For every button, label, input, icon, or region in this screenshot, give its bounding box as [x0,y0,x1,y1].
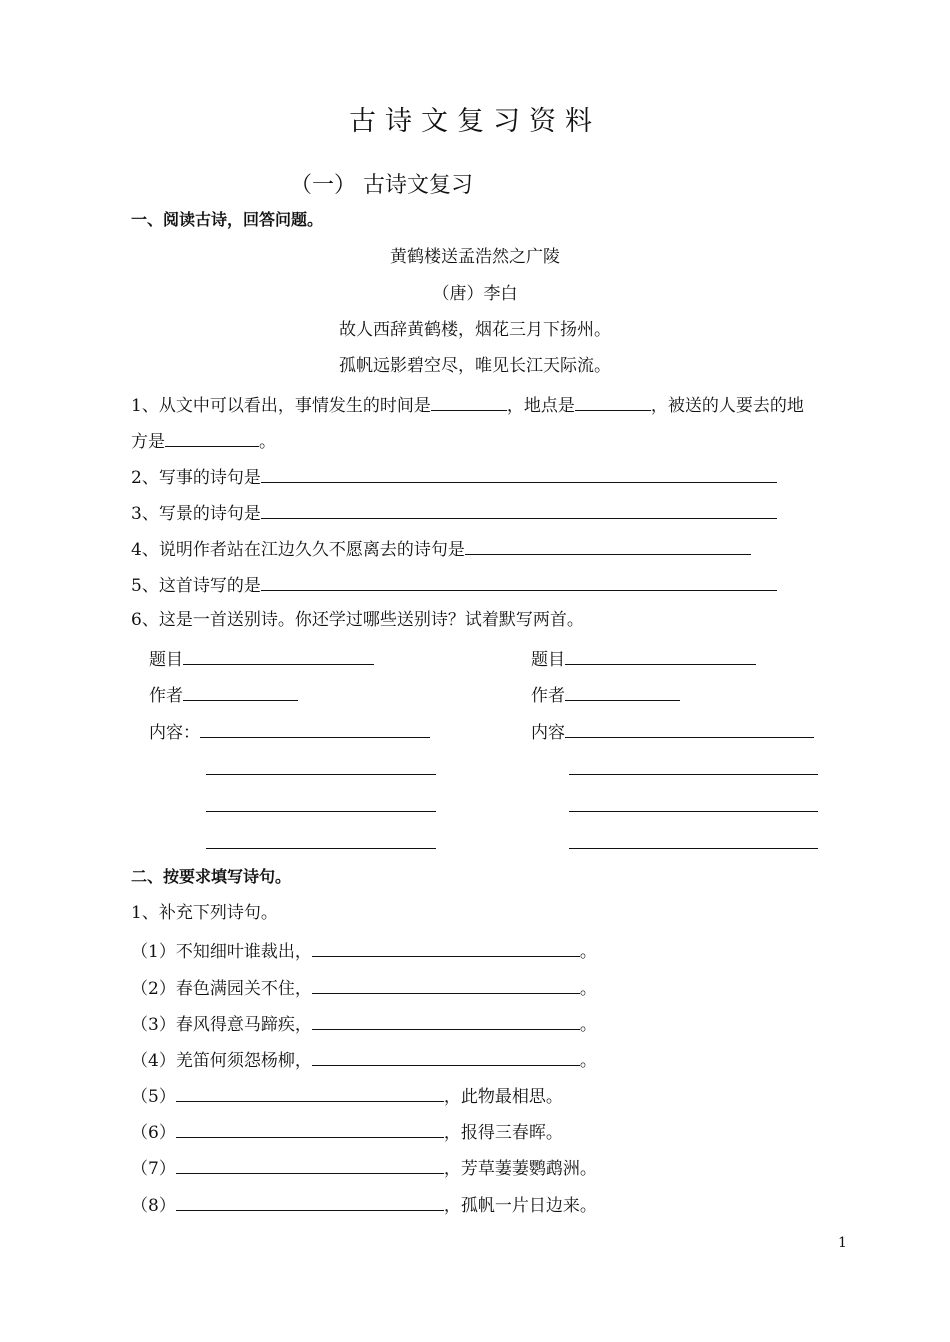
fill-item-5-num: （5） [131,1087,176,1107]
left-title-blank[interactable] [183,649,374,665]
left-content-blank-2[interactable] [206,774,436,775]
fill-item-6-num: （6） [131,1123,176,1143]
fill-item-7-blank[interactable] [176,1158,444,1174]
right-title-blank[interactable] [565,649,756,665]
fill-item-2-num: （2） [131,979,176,999]
fill-item-8 [131,1195,597,1215]
q4-text: 4、说明作者站在江边久久不愿离去的诗句是 [131,540,465,560]
fill-item-5 [131,1086,563,1106]
q5-text: 5、这首诗写的是 [131,576,261,596]
part2-subheading: 1、补充下列诗句。 [131,903,278,923]
left-content-blank-1[interactable] [200,722,430,738]
poem-title: 黄鹤楼送孟浩然之广陵 [390,247,560,267]
left-content-label: 内容： [149,723,200,743]
q5-blank[interactable] [261,575,777,591]
fill-item-1 [131,941,597,961]
q1-blank-place[interactable] [575,395,651,411]
q2-text: 2、写事的诗句是 [131,468,261,488]
poem-line-1: 故人西辞黄鹤楼，烟花三月下扬州。 [339,320,611,340]
fill-item-7-num: （7） [131,1159,176,1179]
fill-item-4-blank[interactable] [312,1050,580,1066]
fill-item-5-text: ，此物最相思。 [443,1087,563,1107]
fill-item-8-num: （8） [131,1196,176,1216]
question-6: 6、这是一首送别诗。你还学过哪些送别诗？试着默写两首。 [131,610,584,630]
fill-item-8-text: ，孤帆一片日边来。 [443,1196,597,1216]
fill-item-1-num: （1） [131,942,176,962]
left-content-blank-4[interactable] [206,848,436,849]
poem-author: （唐）李白 [432,284,518,304]
left-author-label: 作者 [149,686,183,706]
right-title-row [531,649,756,669]
right-content-row [531,722,814,742]
question-2 [131,467,777,487]
fill-item-3-end: 。 [579,1015,597,1035]
q1-text-e: 。 [259,432,276,452]
q1-text-c: ，被送的人要去的地 [650,396,804,416]
q1-blank-destination[interactable] [165,431,259,447]
q3-text: 3、写景的诗句是 [131,504,261,524]
q1-text-a: 1、从文中可以看出，事情发生的时间是 [131,396,431,416]
fill-item-2-blank[interactable] [312,978,580,994]
right-title-label: 题目 [531,650,565,670]
right-author-blank[interactable] [565,685,680,701]
fill-item-3-num: （3） [131,1015,176,1035]
fill-item-6-text: ，报得三春晖。 [443,1123,563,1143]
question-1-cont [131,431,276,451]
page-number: 1 [838,1235,847,1251]
left-author-blank[interactable] [183,685,298,701]
question-5 [131,575,777,595]
fill-item-4 [131,1050,597,1070]
q1-text-b: ，地点是 [506,396,575,416]
page-title: 古诗文复习资料 [349,106,601,137]
fill-item-1-blank[interactable] [312,941,580,957]
fill-item-2-text: 春色满园关不住， [175,979,312,999]
section-title: （一） 古诗文复习 [290,173,473,198]
left-title-label: 题目 [149,650,183,670]
right-author-row [531,685,680,705]
fill-item-3-blank[interactable] [312,1014,580,1030]
left-author-row [149,685,298,705]
fill-item-5-blank[interactable] [176,1086,444,1102]
right-author-label: 作者 [531,686,565,706]
left-title-row [149,649,374,669]
fill-item-2-end: 。 [579,979,597,999]
right-content-blank-3[interactable] [569,811,818,812]
q1-text-d: 方是 [131,432,165,452]
right-content-blank-2[interactable] [569,774,818,775]
q3-blank[interactable] [261,503,777,519]
fill-item-4-text: 羌笛何须怨杨柳， [175,1051,312,1071]
fill-item-3-text: 春风得意马蹄疾， [175,1015,312,1035]
q2-blank[interactable] [261,467,777,483]
question-4 [131,539,751,559]
fill-item-6 [131,1122,563,1142]
poem-line-2: 孤帆远影碧空尽，唯见长江天际流。 [339,356,611,376]
part1-heading: 一、阅读古诗，回答问题。 [131,210,324,229]
fill-item-8-blank[interactable] [176,1195,444,1211]
right-content-blank-4[interactable] [569,848,818,849]
fill-item-1-text: 不知细叶谁裁出， [175,942,312,962]
fill-item-1-end: 。 [579,942,597,962]
q1-blank-time[interactable] [431,395,507,411]
fill-item-7 [131,1158,597,1178]
left-content-row [149,722,430,742]
fill-item-2 [131,978,597,998]
right-content-label: 内容 [531,723,565,743]
fill-item-4-num: （4） [131,1051,176,1071]
fill-item-4-end: 。 [579,1051,597,1071]
q4-blank[interactable] [465,539,751,555]
left-content-blank-3[interactable] [206,811,436,812]
fill-item-6-blank[interactable] [176,1122,444,1138]
question-3 [131,503,777,523]
question-1 [131,395,804,415]
right-content-blank-1[interactable] [565,722,814,738]
fill-item-7-text: ，芳草萋萋鹦鹉洲。 [443,1159,597,1179]
part2-heading: 二、按要求填写诗句。 [131,867,292,886]
fill-item-3 [131,1014,597,1034]
